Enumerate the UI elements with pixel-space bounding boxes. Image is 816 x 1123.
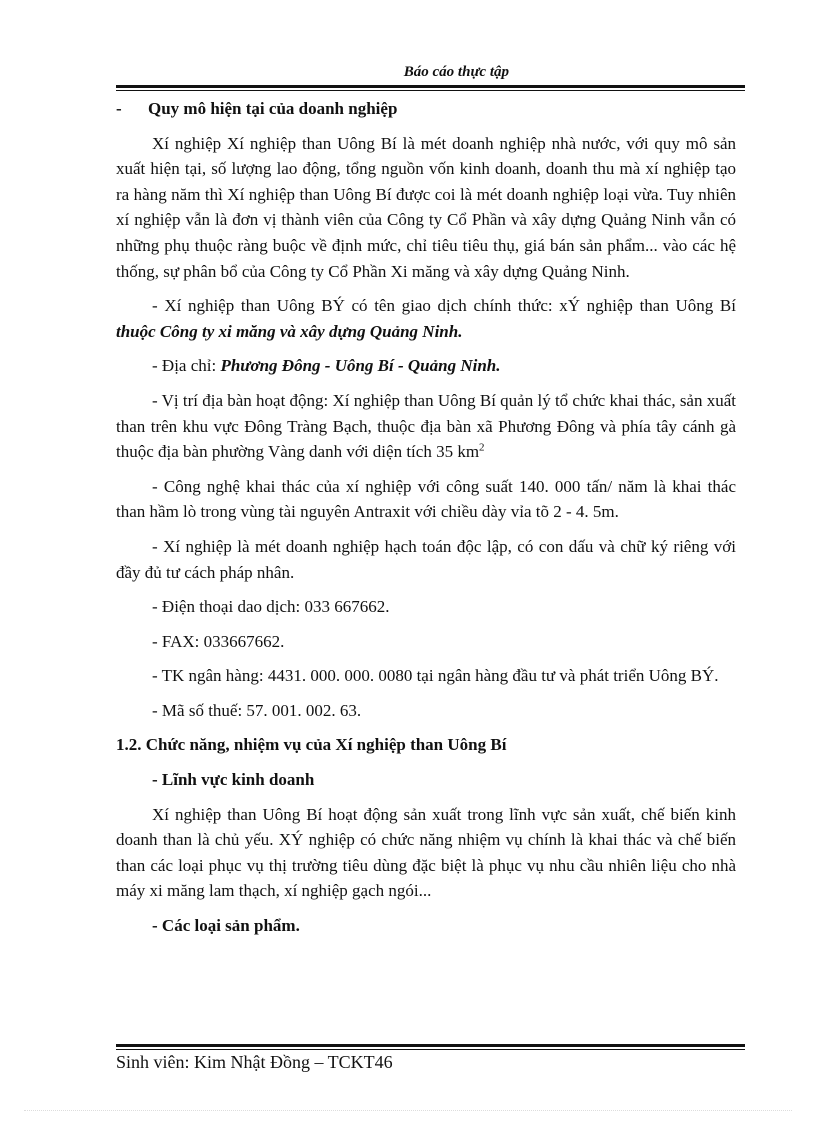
header-rule-thick [116, 85, 745, 88]
heading-bullet: - [116, 99, 122, 118]
accounting-paragraph: - Xí nghiệp là mét doanh nghiệp hạch toán độc lập, có con dấu và chữ ký riêng với đầy đủ tư cách pháp nhân. [116, 536, 736, 582]
header-title: Báo cáo thực tập [403, 64, 509, 80]
location-text: - Vị trí địa bàn hoạt động: Xí nghiệp than Uông Bí quản lý tổ chức khai thác, sản xuất than trên khu vực Đông Tràng Bạch, thuộc địa bàn xã Phương Đông và phía tây cánh gà thuộc địa bàn phường Vàng danh với diện tích 35 km [116, 390, 736, 462]
section-scale-heading [116, 96, 736, 122]
page-edge-dotted-line [24, 1110, 792, 1111]
technology-paragraph: - Công nghệ khai thác của xí nghiệp với công suất 140. 000 tấn/ năm là khai thác than hầm lò trong vùng tài nguyên Antraxit với chiều dày vỉa tõ 2 - 4. 5m. [116, 476, 736, 522]
footer-rule-thick [116, 1044, 745, 1047]
scale-paragraph: Xí nghiệp Xí nghiệp than Uông Bí là mét doanh nghiệp nhà nước, với quy mô sản xuất hiện tại, số lượng lao động, tổng nguồn vốn kinh doanh, doanh thu mà xí nghiệp tạo ra hàng năm thì Xí nghiệp than Uông Bí được coi là mét doanh nghiệp loại vừa. Tuy nhiên xí nghiệp vẫn là đơn vị thành viên của Công ty Cổ Phần và xây dựng Quảng Ninh vẫn có những phụ thuộc ràng buộc về định mức, chỉ tiêu tiêu thụ, giá bán sản phẩm... vào các hệ thống, sự phân bổ của Công ty Cổ Phần Xi măng và xây dựng Quảng Ninh. [116, 133, 736, 281]
business-field-paragraph: Xí nghiệp than Uông Bí hoạt động sản xuất trong lĩnh vực sản xuất, chế biến kinh doanh than là chủ yếu. XÝ nghiệp có chức năng nhiệm vụ chính là khai thác và chế biến than các loại phục vụ thị trường tiêu dùng đặc biệt là phục vụ nhu cầu nhiên liệu cho nhà máy xi măng lam thạch, xí nghiệp gạch ngói... [116, 804, 736, 901]
footer-text: Sinh viên: Kim Nhật Đồng – TCKT46 [116, 1052, 393, 1072]
section-scale-heading-text: Quy mô hiện tại của doanh nghiệp [148, 99, 398, 118]
contact-fax: - FAX: 033667662. [152, 631, 285, 651]
address-label: - Địa chỉ: [152, 356, 217, 376]
header-rule-thin [116, 90, 745, 91]
business-field-subheading: - Lĩnh vực kinh doanh [152, 770, 315, 790]
products-subheading: - Các loại sản phẩm. [152, 916, 300, 936]
trade-name-text: - Xí nghiệp than Uông BÝ có tên giao dịch chính thức: xÝ nghiệp than Uông Bí [152, 296, 736, 316]
footer-rule-thin [116, 1049, 745, 1050]
section-function-heading: 1.2. Chức năng, nhiệm vụ của Xí nghiệp than Uông Bí [116, 735, 507, 755]
address-value: Phương Đông - Uông Bí - Quảng Ninh. [220, 356, 501, 376]
trade-name-paragraph [116, 293, 736, 344]
contact-tax-code: - Mã số thuế: 57. 001. 002. 63. [152, 700, 362, 720]
location-superscript: 2 [479, 441, 485, 454]
address-paragraph [116, 353, 736, 379]
trade-name-emphasis: thuộc Công ty xi măng và xây dựng Quảng Ninh. [116, 321, 463, 341]
contact-bank-account: - TK ngân hàng: 4431. 000. 000. 0080 tại ngân hàng đầu tư và phát triển Uông BÝ. [152, 666, 719, 686]
location-paragraph [116, 388, 736, 465]
contact-phone: - Điện thoại dao dịch: 033 667662. [152, 597, 390, 617]
document-body [116, 96, 736, 948]
